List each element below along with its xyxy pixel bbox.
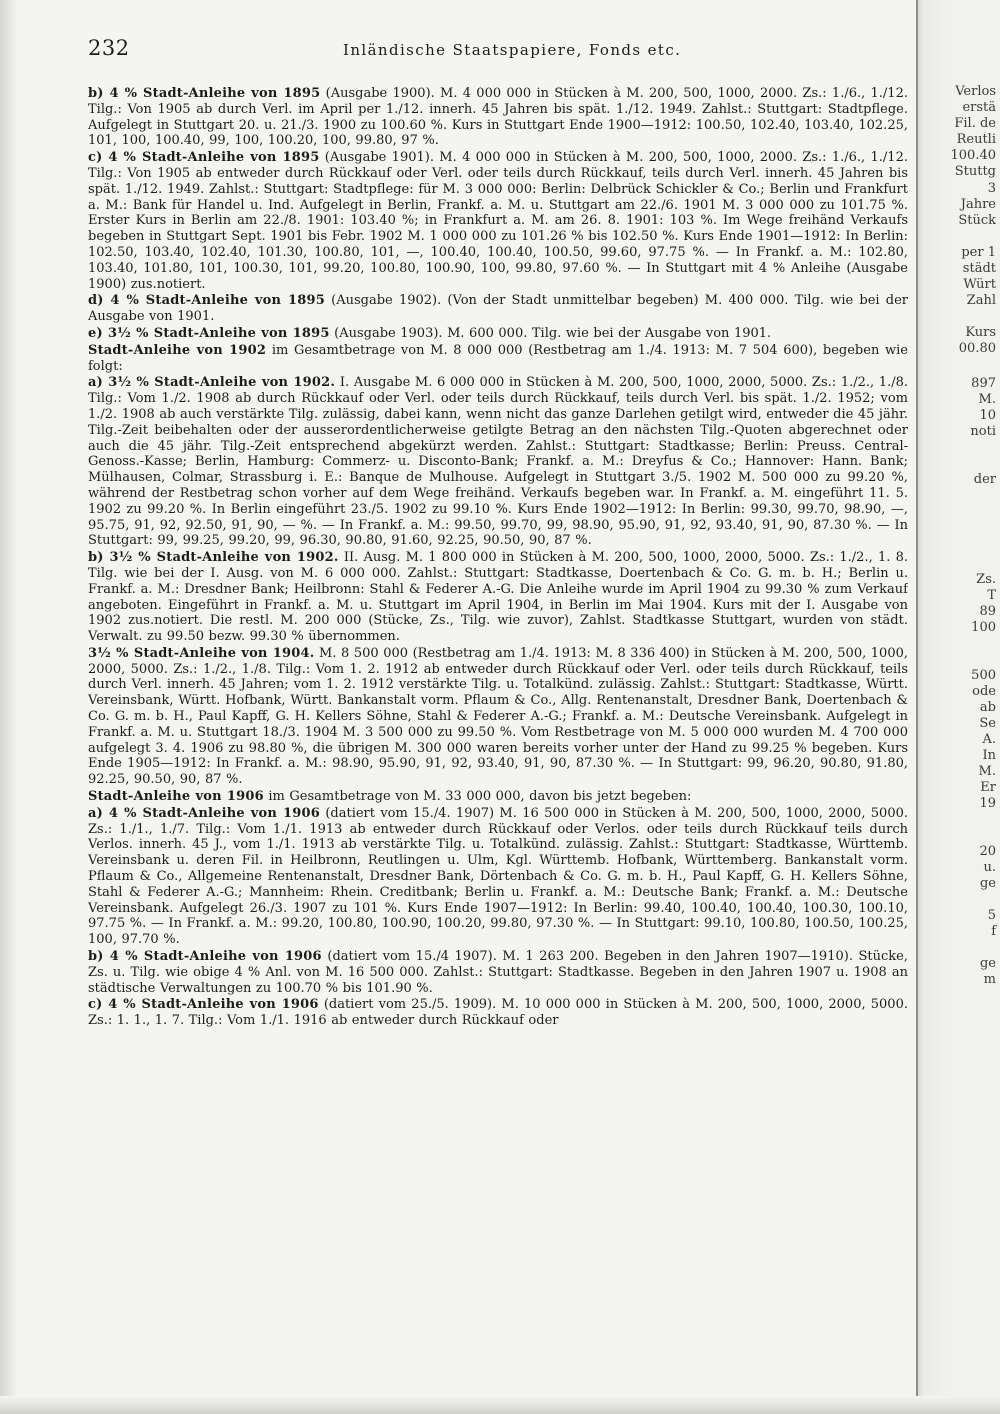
entry-c-1895-1901	[88, 150, 908, 292]
adjacent-fragment: f	[991, 924, 996, 939]
adjacent-fragment: 500	[971, 668, 996, 683]
entry-e-1895-1903	[88, 326, 908, 342]
adjacent-fragment: Fil. de	[954, 116, 996, 131]
entry-heading: b) 4 % Stadt-Anleihe von 1895	[88, 86, 321, 101]
entry-heading: Stadt-Anleihe von 1902	[88, 342, 267, 358]
entry-text: (Ausgabe 1902). (Von der Stadt unmittelbar begeben) M. 400 000. Tilg. wie bei der Ausgabe von 1901.	[88, 293, 908, 325]
adjacent-fragment: 5	[987, 908, 996, 923]
adjacent-fragment: der	[973, 472, 996, 487]
entry-heading: d) 4 % Stadt-Anleihe von 1895	[88, 293, 325, 309]
page-header	[88, 36, 908, 66]
entry-a-1902	[88, 375, 908, 549]
adjacent-fragment: 100.40	[950, 148, 996, 163]
entry-b-1902	[88, 550, 908, 645]
entry-heading: 3½ % Stadt-Anleihe von 1904.	[88, 645, 315, 661]
running-head: Inländische Staatspapiere, Fonds etc.	[343, 41, 682, 59]
adjacent-fragment: 100	[971, 620, 996, 635]
adjacent-fragment: 3	[987, 181, 996, 196]
adjacent-fragment: Verlos	[955, 84, 996, 99]
adjacent-fragment: Er	[980, 780, 996, 795]
adjacent-fragment: Stuttg	[954, 164, 996, 179]
adjacent-fragment: M.	[978, 392, 996, 407]
adjacent-page-fragments	[922, 70, 1000, 1390]
entry-heading: b) 3½ % Stadt-Anleihe von 1902.	[88, 550, 339, 566]
adjacent-fragment: Zahl	[966, 293, 996, 308]
adjacent-fragment: In	[982, 748, 996, 763]
entry-text: I. Ausgabe M. 6 000 000 in Stücken à M. 200, 500, 1000, 2000, 5000. Zs.: 1./2., 1./8. Tilg.: Vom 1./2. 1908 ab durch Rückkauf oder Verl. oder teils durch Rückkauf, teils durch Verl. bis spät. 1./2. 1952; vom 1./2. 1908 ab auch verstärkte Tilg. zulässig, dabei kann, wenn nicht das ganze Darlehen getilgt wird, entweder die 45 jähr. Tilg.-Zeit beibehalten oder der ausserordentlicherweise getilgte Betrag an den nächsten Tilg.-Quoten abgerechnet oder auch die 45 jähr. Tilg.-Zeit entsprechend abgekürzt werden. Zahlst.: Stuttgart: Stadtkasse; Berlin: Preuss. Central-Genoss.-Kasse; Berlin, Hamburg: Commerz- u. Disconto-Bank; Frankf. a. M.: Dreyfus & Co.; Hannover: Hann. Bank; Mülhausen, Colmar, Strassburg i. E.: Banque de Mulhouse. Aufgelegt in Stuttgart 3./5. 1902 M. 500 000 zu 99.20 %, während der Restbetrag schon vorher auf dem Wege freihänd. Verkaufs begeben war. In Frankf. a. M. eingeführt 11. 5. 1902 zu 99.20 %. In Berlin eingeführt 23./5. 1902 zu 99.10 %. Kurs Ende 1902—1912: In Berlin: 99.30, 99.70, 98.90, —, 95.75, 91, 92, 92.50, 91, 90, — %. — In Frankf. a. M.: 99.50, 99.70, 99, 98.90, 95.90, 91, 92, 93.40, 91, 90, 87.30 %. — In Stuttgart: 99, 99.25, 99.20, 99, 96.30, 90.80, 91.60, 92.25, 90.50, 90, 87 %.	[88, 375, 908, 549]
entry-b-1906	[88, 949, 908, 996]
adjacent-fragment: Reutli	[956, 132, 996, 147]
adjacent-fragment: M.	[978, 764, 996, 779]
adjacent-fragment: per 1	[961, 245, 996, 260]
adjacent-fragment: ab	[979, 700, 996, 715]
entry-heading: Stadt-Anleihe von 1906	[88, 789, 264, 805]
entry-anleihe-1906	[88, 789, 908, 805]
adjacent-fragment: 897	[971, 376, 996, 391]
adjacent-fragment: Zs.	[976, 572, 996, 587]
adjacent-fragment: u.	[983, 860, 996, 875]
entry-anleihe-1902	[88, 343, 908, 375]
entry-text: (datiert vom 15./4. 1907) M. 16 500 000 in Stücken à M. 200, 500, 1000, 2000, 5000. Zs.: 1./1., 1./7. Tilg.: Vom 1./1. 1913 ab entweder durch Rückkauf oder Verlos. oder teils durch Rückkauf teils durch Verlos. innerh. 45 J., vom 1./1. 1913 ab verstärkte Tilg. u. Totalkünd. zulässig. Zahlst.: Stuttgart: Stadtkasse, Württemb. Vereinsbank u. deren Fil. in Heilbronn, Reutlingen u. Ulm, Kgl. Württemb. Hofbank, Württemberg. Bankanstalt vorm. Pflaum & Co., Allgemeine Rentenanstalt, Dresdner Bank, Dörtenbach & Co. G. m. b. H., Paul Kapff, G. H. Kellers Söhne, Stahl & Federer A.-G.; Mannheim: Rhein. Creditbank; Berlin u. Frankf. a. M.: Deutsche Bank; Frankf. a. M.: Deutsche Vereinsbank. Aufgelegt 26./3. 1907 zu 101 %. Kurs Ende 1907—1912: In Berlin: 99.40, 100.40, 100.40, 100.30, 100.10, 97.75 %. — In Frankf. a. M.: 99.20, 100.80, 100.90, 100.20, 99.80, 97.30 %. — In Stuttgart: 99.10, 100.80, 100.50, 100.25, 100, 97.70 %.	[88, 805, 908, 948]
adjacent-fragment: A.	[982, 732, 996, 747]
adjacent-fragment: 89	[979, 604, 996, 619]
adjacent-fragment: 00.80	[958, 341, 996, 356]
entry-heading: c) 4 % Stadt-Anleihe von 1906	[88, 997, 319, 1013]
page-edge-bottom	[0, 1396, 1000, 1414]
adjacent-fragment: Würt	[963, 277, 996, 292]
adjacent-fragment: erstä	[962, 100, 996, 115]
entry-text: (Ausgabe 1901). M. 4 000 000 in Stücken à M. 200, 500, 1000, 2000. Zs.: 1./6., 1./12. Tilg.: Von 1905 ab entweder durch Rückkauf oder Verl. oder teils durch Rückkauf, teils durch Verl. innerh. 45 Jahren bis spät. 1./12. 1949. Zahlst.: Stuttgart: Stadtpflege: für M. 3 000 000: Berlin: Delbrück Schickler & Co.; Berlin und Frankfurt a. M.: Bank für Handel u. Ind. Aufgelegt in Berlin, Frankf. a. M. u. Stuttgart am 22./6. 1901 M. 3 000 000 zu 101.75 %. Erster Kurs in Berlin am 22./8. 1901: 103.40 %; in Frankfurt a. M. am 26. 8. 1901: 103 %. Im Wege freihänd Verkaufs begeben in Stuttgart Sept. 1901 bis Febr. 1902 M. 1 000 000 zu 101.26 % bis 102.50 %. Kurs Ende 1901—1912: In Berlin: 102.50, 103.40, 102.40, 101.30, 100.80, 101, —, 100.40, 100.40, 100.50, 99.60, 97.75 %. — In Frankf. a. M.: 102.80, 103.40, 101.80, 101, 100.30, 101, 99.20, 100.80, 100.90, 100, 99.80, 97.60 %. — In Stuttgart mit 4 % Anleihe (Ausgabe 1900) zus.notiert.	[88, 150, 908, 292]
adjacent-fragment: Kurs	[965, 325, 996, 340]
entry-text: (datiert vom 15./4 1907). M. 1 263 200. Begeben in den Jahren 1907—1910). Stücke, Zs. u. Tilg. wie obige 4 % Anl. von M. 16 500 000. Zahlst.: Stuttgart: Stadtkasse. Begeben in den Jahren 1907 u. 1908 an städtische Verwaltungen zu 100.70 % bis 101.90 %.	[88, 949, 908, 996]
entry-heading: a) 3½ % Stadt-Anleihe von 1902.	[88, 375, 336, 391]
entry-text: II. Ausg. M. 1 800 000 in Stücken à M. 200, 500, 1000, 2000, 5000. Zs.: 1./2., 1. 8. Tilg. wie bei der I. Ausg. von M. 6 000 000. Zahlst.: Stuttgart: Stadtkasse, Doertenbach & Co. G. m. b. H.; Berlin u. Frankf. a. M.: Dresdner Bank; Heilbronn: Stahl & Federer A.-G. Die Anleihe wurde im April 1904 zu 99.30 % zum Verkauf angeboten. Eingeführt in Frankf. a. M. u. Stuttgart im April 1904, in Berlin im Mai 1904. Kurs mit der I. Ausgabe von 1902 zus.notiert. Die restl. M. 200 000 (Stücke, Zs., Tilg. wie zuvor), Zahlst. Stadtkasse Stuttgart, wurden von städt. Verwalt. zu 99.50 bezw. 99.30 % übernommen.	[88, 550, 908, 645]
adjacent-fragment: ge	[979, 956, 996, 971]
adjacent-fragment: Jahre	[960, 197, 996, 212]
entry-a-1906	[88, 806, 908, 948]
entry-text: im Gesamtbetrage von M. 8 000 000 (Restbetrag am 1./4. 1913: M. 7 504 600), begeben wie folgt:	[88, 342, 908, 374]
entry-text: (Ausgabe 1903). M. 600 000. Tilg. wie bei der Ausgabe von 1901.	[334, 325, 772, 341]
adjacent-fragment: m	[983, 972, 996, 987]
entry-heading: c) 4 % Stadt-Anleihe von 1895	[88, 150, 320, 166]
adjacent-fragment: 19	[979, 796, 996, 811]
adjacent-fragment: Stück	[958, 213, 996, 228]
entry-text: M. 8 500 000 (Restbetrag am 1./4. 1913: M. 8 336 400) in Stücken à M. 200, 500, 1000, 2000, 5000. Zs.: 1./2., 1./8. Tilg.: Vom 1. 2. 1912 ab entweder durch Rückkauf oder Verl. oder teils durch Rückkauf, teils durch Verl. innerh. 45 Jahren; vom 1. 2. 1912 verstärkte Tilg. u. Totalkünd. zulässig. Zahlst.: Stuttgart: Stadtkasse, Württ. Vereinsbank, Württ. Hofbank, Württ. Bankanstalt vorm. Pflaum & Co., Allg. Rentenanstalt, Dresdner Bank, Doertenbach & Co. G. m. b. H., Paul Kapff, G. H. Kellers Söhne, Stahl & Federer A.-G.; Frankf. a. M.: Deutsche Vereinsbank. Aufgelegt in Frankf. a. M. u. Stuttgart 18./3. 1904 M. 3 500 000 zu 99.50 %. Vom Restbetrage von M. 5 000 000 wurden M. 4 700 000 aufgelegt 3. 4. 1906 zu 98.80 %, die übrigen M. 300 000 waren bereits vorher unter der Hand zu 99.25 % begeben. Kurs Ende 1905—1912: In Frankf. a. M.: 98.90, 95.90, 91, 92, 93.40, 91, 90, 87.30 %. — In Stuttgart: 99, 96.20, 90.80, 91.80, 92.25, 90.50, 90, 87 %.	[88, 645, 908, 788]
entry-heading: e) 3½ % Stadt-Anleihe von 1895	[88, 325, 330, 341]
adjacent-fragment: ge	[979, 876, 996, 891]
entry-anleihe-1904	[88, 646, 908, 788]
adjacent-fragment: ode	[972, 684, 996, 699]
entry-text: (Ausgabe 1900). M. 4 000 000 in Stücken à M. 200, 500, 1000, 2000. Zs.: 1./6., 1./12. Tilg.: Von 1905 ab durch Verl. im April per 1./12. innerh. 45 Jahren bis spät. 1./12. 1949. Zahlst.: Stuttgart: Stadtpflege. Aufgelegt in Stuttgart 20. u. 21./3. 1900 zu 100.60 %. Kurs in Stuttgart Ende 1900—1912: 100.50, 102.40, 103.40, 102.25, 101, 100, 100.40, 99, 100, 100.20, 100, 99.80, 97 %.	[88, 86, 908, 149]
entry-b-1895-1900	[88, 86, 908, 149]
entry-heading: b) 4 % Stadt-Anleihe von 1906	[88, 949, 322, 965]
adjacent-fragment: städt	[962, 261, 996, 276]
page-body	[88, 86, 908, 1391]
entry-d-1895-1902	[88, 293, 908, 325]
adjacent-fragment: 10	[979, 408, 996, 423]
entry-text: (datiert vom 25./5. 1909). M. 10 000 000 in Stücken à M. 200, 500, 1000, 2000, 5000. Zs.: 1. 1., 1. 7. Tilg.: Vom 1./1. 1916 ab entweder durch Rückkauf oder	[88, 997, 908, 1029]
adjacent-fragment: T	[987, 588, 996, 603]
entry-heading: a) 4 % Stadt-Anleihe von 1906	[88, 805, 320, 821]
entry-text: im Gesamtbetrage von M. 33 000 000, davon bis jetzt begeben:	[268, 789, 692, 805]
entry-c-1906	[88, 997, 908, 1029]
page-edge-left	[0, 0, 18, 1414]
page-number: 232	[88, 36, 130, 60]
adjacent-fragment: Se	[979, 716, 996, 731]
adjacent-fragment: 20	[979, 844, 996, 859]
adjacent-fragment: noti	[970, 424, 996, 439]
